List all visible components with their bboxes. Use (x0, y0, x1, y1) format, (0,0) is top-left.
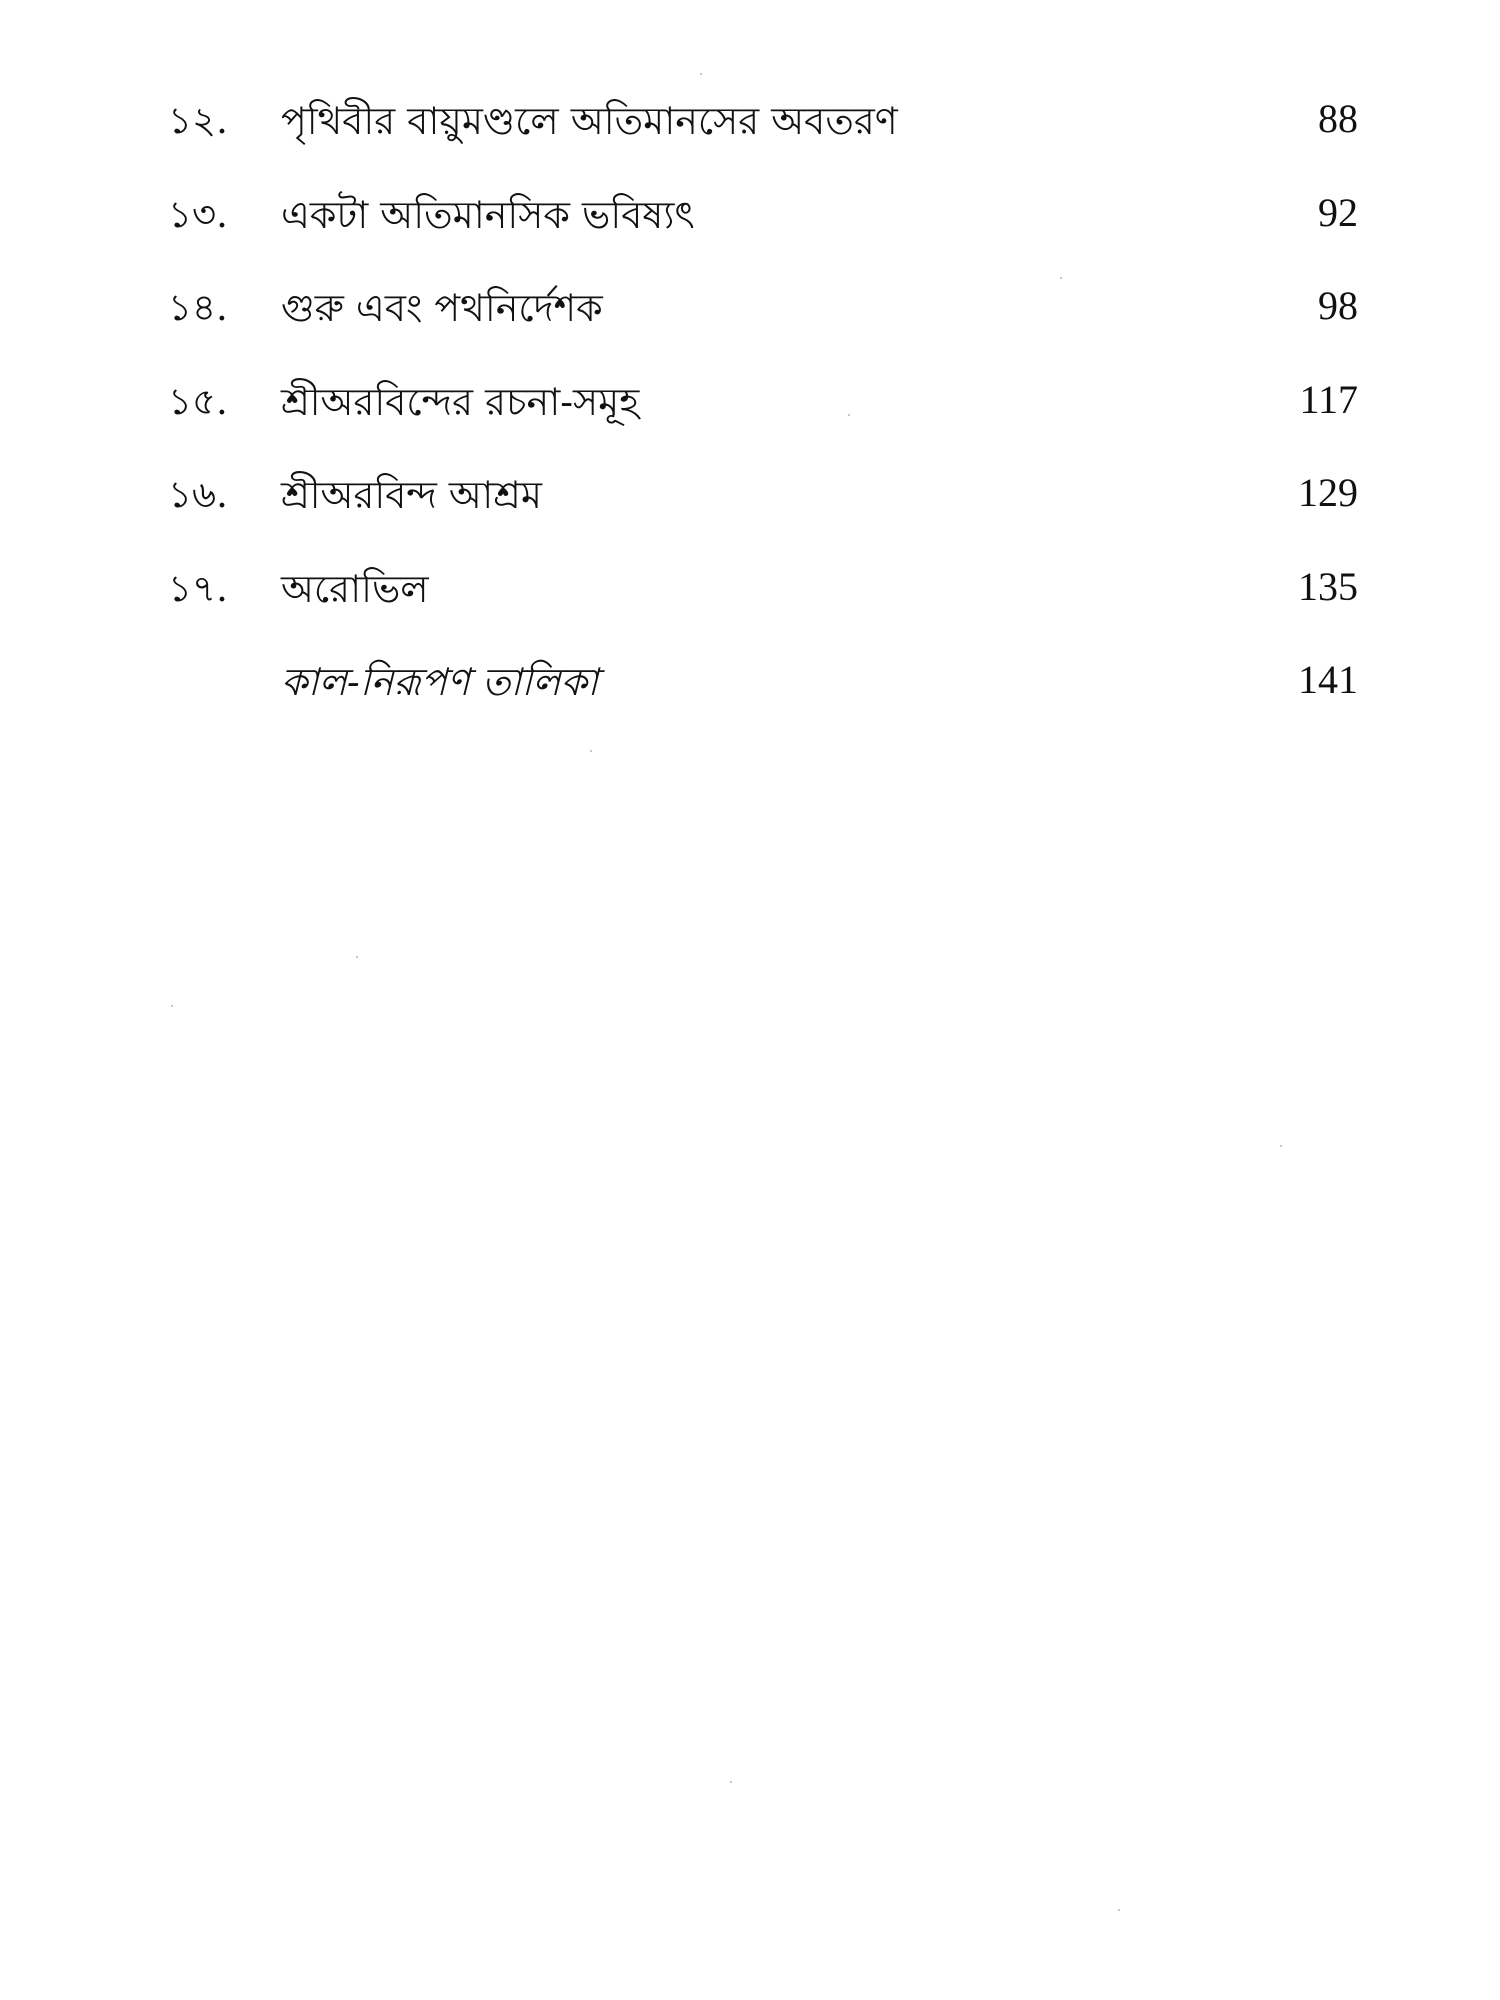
scan-speck (700, 73, 702, 75)
entry-page-number: 129 (1298, 470, 1358, 515)
entry-title: একটা অতিমানসিক ভবিষ্যৎ (281, 193, 695, 237)
entry-page-number: 141 (1298, 657, 1358, 702)
entry-number: ১৫. (168, 380, 228, 423)
entry-number: ১৬. (168, 473, 228, 516)
entry-title: শ্রীঅরবিন্দের রচনা-সমূহ (281, 380, 640, 424)
scan-speck (356, 956, 358, 958)
scan-speck (730, 1781, 732, 1783)
toc-entry-chronology (168, 652, 1358, 722)
scan-speck (590, 750, 592, 752)
entry-number: ১২. (168, 99, 228, 142)
scan-speck (848, 414, 850, 416)
entry-title: কাল-নিরূপণ তালিকা (281, 660, 599, 704)
entry-page-number: 88 (1318, 96, 1358, 141)
toc-entry-12 (168, 91, 1358, 161)
entry-page-number: 135 (1298, 564, 1358, 609)
toc-entry-16 (168, 465, 1358, 535)
toc-entry-17 (168, 559, 1358, 629)
entry-number: ১৩. (168, 193, 228, 236)
entry-title: গুরু এবং পথনির্দেশক (281, 286, 603, 330)
entry-title: শ্রীঅরবিন্দ আশ্রম (281, 473, 542, 517)
entry-title: পৃথিবীর বায়ুমণ্ডলে অতিমানসের অবতরণ (281, 99, 898, 143)
scan-speck (1280, 1145, 1282, 1147)
toc-entry-15 (168, 372, 1358, 442)
scan-speck (1118, 1909, 1120, 1911)
entry-page-number: 117 (1299, 377, 1358, 422)
entry-page-number: 98 (1318, 283, 1358, 328)
scan-speck (1060, 277, 1062, 279)
entry-page-number: 92 (1318, 190, 1358, 235)
toc-entry-14 (168, 278, 1358, 348)
toc-entry-13 (168, 185, 1358, 255)
entry-title: অরোভিল (281, 567, 429, 611)
entry-number: ১৭. (168, 567, 228, 610)
entry-number: ১৪. (168, 286, 228, 329)
scan-speck (171, 1005, 173, 1007)
